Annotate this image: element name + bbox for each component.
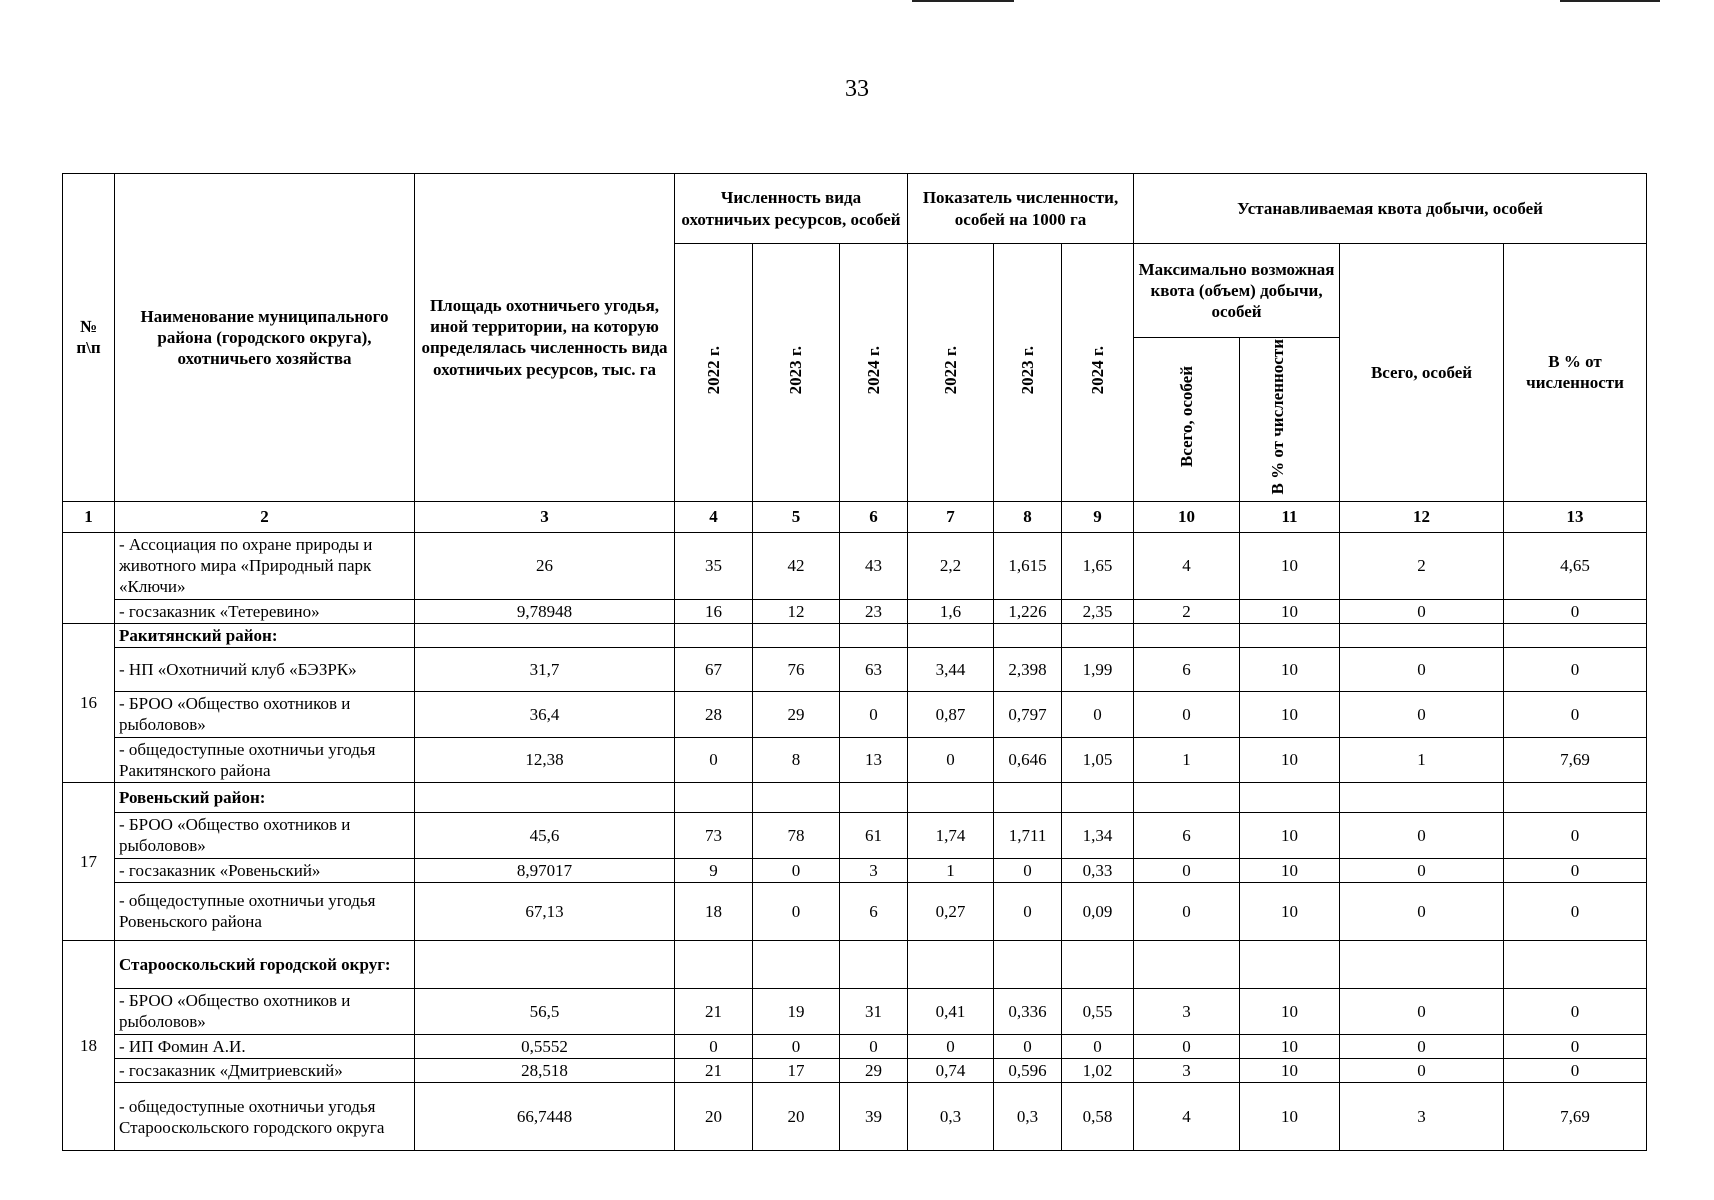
hunting-ground-name: - общедоступные охотничьи угодья Ровеньского района bbox=[115, 882, 415, 940]
value-cell: 0,797 bbox=[994, 692, 1062, 738]
hunting-ground-name: - госзаказник «Ровеньский» bbox=[115, 858, 415, 882]
district-row bbox=[63, 783, 1647, 813]
table-row bbox=[63, 882, 1647, 940]
value-cell: 0 bbox=[1504, 988, 1647, 1034]
value-cell bbox=[1240, 940, 1340, 988]
header-pop-2024-label: 2024 г. bbox=[863, 345, 883, 394]
column-number: 10 bbox=[1134, 501, 1240, 532]
header-pop-2022-label: 2022 г. bbox=[703, 345, 723, 394]
value-cell: 10 bbox=[1240, 599, 1340, 623]
value-cell: 0,33 bbox=[1062, 858, 1134, 882]
value-cell: 10 bbox=[1240, 1083, 1340, 1151]
column-number: 13 bbox=[1504, 501, 1647, 532]
value-cell: 0,09 bbox=[1062, 882, 1134, 940]
value-cell: 39 bbox=[840, 1083, 908, 1151]
value-cell: 29 bbox=[753, 692, 840, 738]
value-cell: 2,2 bbox=[908, 532, 994, 599]
table-row bbox=[63, 858, 1647, 882]
value-cell: 0,646 bbox=[994, 737, 1062, 783]
value-cell: 21 bbox=[675, 988, 753, 1034]
value-cell: 6 bbox=[840, 882, 908, 940]
value-cell bbox=[1340, 940, 1504, 988]
value-cell: 1,6 bbox=[908, 599, 994, 623]
value-cell bbox=[415, 623, 675, 647]
hunting-ground-name: - общедоступные охотничьи угодья Ракитянского района bbox=[115, 737, 415, 783]
table-row bbox=[63, 1083, 1647, 1151]
value-cell bbox=[994, 940, 1062, 988]
value-cell: 1,615 bbox=[994, 532, 1062, 599]
district-row bbox=[63, 623, 1647, 647]
table-row bbox=[63, 532, 1647, 599]
hunting-ground-name: - Ассоциация по охране природы и животного мира «Природный парк «Ключи» bbox=[115, 532, 415, 599]
value-cell: 3 bbox=[840, 858, 908, 882]
table-row bbox=[63, 988, 1647, 1034]
value-cell bbox=[908, 623, 994, 647]
value-cell: 31,7 bbox=[415, 648, 675, 692]
column-number: 7 bbox=[908, 501, 994, 532]
value-cell: 31 bbox=[840, 988, 908, 1034]
column-number: 9 bbox=[1062, 501, 1134, 532]
value-cell: 10 bbox=[1240, 882, 1340, 940]
value-cell: 10 bbox=[1240, 1059, 1340, 1083]
value-cell: 0,55 bbox=[1062, 988, 1134, 1034]
hunting-ground-name: - госзаказник «Тетеревино» bbox=[115, 599, 415, 623]
header-pop-2023-label: 2023 г. bbox=[786, 345, 806, 394]
value-cell bbox=[908, 940, 994, 988]
value-cell: 1,74 bbox=[908, 813, 994, 859]
value-cell: 21 bbox=[675, 1059, 753, 1083]
value-cell bbox=[1134, 623, 1240, 647]
value-cell: 0 bbox=[840, 692, 908, 738]
value-cell: 7,69 bbox=[1504, 737, 1647, 783]
value-cell bbox=[415, 940, 675, 988]
value-cell: 0,27 bbox=[908, 882, 994, 940]
header-max-percent-label: В % от численности bbox=[1268, 339, 1288, 495]
value-cell: 0 bbox=[1504, 1034, 1647, 1058]
hunting-ground-name: - госзаказник «Дмитриевский» bbox=[115, 1059, 415, 1083]
column-number: 11 bbox=[1240, 501, 1340, 532]
value-cell: 28,518 bbox=[415, 1059, 675, 1083]
value-cell: 78 bbox=[753, 813, 840, 859]
value-cell: 10 bbox=[1240, 692, 1340, 738]
value-cell: 9 bbox=[675, 858, 753, 882]
value-cell: 0 bbox=[1340, 813, 1504, 859]
value-cell: 7,69 bbox=[1504, 1083, 1647, 1151]
header-pop-2023 bbox=[753, 244, 840, 502]
district-name: Ракитянский район: bbox=[115, 623, 415, 647]
header-quota: Устанавливаемая квота добычи, особей bbox=[1134, 174, 1647, 244]
header-density: Показатель численности, особей на 1000 га bbox=[908, 174, 1134, 244]
value-cell: 0 bbox=[1504, 1059, 1647, 1083]
value-cell bbox=[1240, 783, 1340, 813]
header-max-quota: Максимально возможная квота (объем) добычи, особей bbox=[1134, 244, 1340, 338]
value-cell: 66,7448 bbox=[415, 1083, 675, 1151]
hunting-quota-table bbox=[62, 173, 1647, 1151]
value-cell bbox=[753, 940, 840, 988]
table-row bbox=[63, 692, 1647, 738]
header-total: Всего, особей bbox=[1340, 244, 1504, 502]
table-header bbox=[63, 174, 1647, 533]
value-cell: 1 bbox=[908, 858, 994, 882]
value-cell: 23 bbox=[840, 599, 908, 623]
header-max-total bbox=[1134, 338, 1240, 502]
hunting-ground-name: - НП «Охотничий клуб «БЭЗРК» bbox=[115, 648, 415, 692]
value-cell: 0 bbox=[1340, 648, 1504, 692]
value-cell: 0,336 bbox=[994, 988, 1062, 1034]
value-cell: 67 bbox=[675, 648, 753, 692]
value-cell: 1 bbox=[1340, 737, 1504, 783]
value-cell: 0 bbox=[1340, 882, 1504, 940]
value-cell: 0 bbox=[1504, 858, 1647, 882]
value-cell: 45,6 bbox=[415, 813, 675, 859]
value-cell bbox=[994, 783, 1062, 813]
value-cell bbox=[753, 783, 840, 813]
value-cell: 1,02 bbox=[1062, 1059, 1134, 1083]
value-cell: 0 bbox=[1340, 1034, 1504, 1058]
value-cell bbox=[1504, 783, 1647, 813]
value-cell: 16 bbox=[675, 599, 753, 623]
value-cell: 0 bbox=[1062, 1034, 1134, 1058]
column-number-row bbox=[63, 501, 1647, 532]
hunting-ground-name: - общедоступные охотничьи угодья Старооскольского городского округа bbox=[115, 1083, 415, 1151]
value-cell: 0 bbox=[1340, 1059, 1504, 1083]
value-cell: 29 bbox=[840, 1059, 908, 1083]
value-cell bbox=[675, 783, 753, 813]
value-cell: 2,35 bbox=[1062, 599, 1134, 623]
value-cell: 0 bbox=[1504, 882, 1647, 940]
value-cell bbox=[1240, 623, 1340, 647]
value-cell: 8,97017 bbox=[415, 858, 675, 882]
header-density-2024-label: 2024 г. bbox=[1087, 345, 1107, 394]
header-percent: В % от численности bbox=[1504, 244, 1647, 502]
value-cell: 61 bbox=[840, 813, 908, 859]
value-cell: 1,226 bbox=[994, 599, 1062, 623]
value-cell: 2,398 bbox=[994, 648, 1062, 692]
header-num: № п\п bbox=[63, 174, 115, 502]
value-cell: 0 bbox=[1504, 648, 1647, 692]
header-density-2023-label: 2023 г. bbox=[1017, 345, 1037, 394]
header-max-percent bbox=[1240, 338, 1340, 502]
value-cell: 1,99 bbox=[1062, 648, 1134, 692]
row-number-cell: 18 bbox=[63, 940, 115, 1151]
value-cell bbox=[1134, 940, 1240, 988]
column-number: 6 bbox=[840, 501, 908, 532]
value-cell bbox=[1062, 623, 1134, 647]
hunting-ground-name: - БРОО «Общество охотников и рыболовов» bbox=[115, 813, 415, 859]
value-cell: 0 bbox=[1062, 692, 1134, 738]
value-cell: 63 bbox=[840, 648, 908, 692]
value-cell: 43 bbox=[840, 532, 908, 599]
value-cell: 0,596 bbox=[994, 1059, 1062, 1083]
value-cell: 10 bbox=[1240, 1034, 1340, 1058]
district-name: Ровеньский район: bbox=[115, 783, 415, 813]
value-cell bbox=[1504, 623, 1647, 647]
value-cell: 1,65 bbox=[1062, 532, 1134, 599]
value-cell: 0,3 bbox=[994, 1083, 1062, 1151]
column-number: 5 bbox=[753, 501, 840, 532]
value-cell: 17 bbox=[753, 1059, 840, 1083]
table-row bbox=[63, 1059, 1647, 1083]
value-cell: 0 bbox=[994, 1034, 1062, 1058]
value-cell bbox=[840, 783, 908, 813]
value-cell bbox=[1340, 783, 1504, 813]
table-row bbox=[63, 1034, 1647, 1058]
value-cell bbox=[1062, 783, 1134, 813]
header-density-2023 bbox=[994, 244, 1062, 502]
header-pop-2024 bbox=[840, 244, 908, 502]
district-name: Старооскольский городской округ: bbox=[115, 940, 415, 988]
value-cell: 10 bbox=[1240, 532, 1340, 599]
value-cell: 0 bbox=[908, 1034, 994, 1058]
value-cell: 0 bbox=[1504, 813, 1647, 859]
value-cell: 0 bbox=[840, 1034, 908, 1058]
value-cell bbox=[840, 940, 908, 988]
value-cell: 42 bbox=[753, 532, 840, 599]
column-number: 3 bbox=[415, 501, 675, 532]
value-cell: 0 bbox=[675, 1034, 753, 1058]
value-cell: 3,44 bbox=[908, 648, 994, 692]
header-name: Наименование муниципального района (городского округа), охотничьего хозяйства bbox=[115, 174, 415, 502]
value-cell: 0 bbox=[1340, 988, 1504, 1034]
value-cell: 4,65 bbox=[1504, 532, 1647, 599]
value-cell bbox=[840, 623, 908, 647]
value-cell: 0 bbox=[753, 1034, 840, 1058]
value-cell: 4 bbox=[1134, 532, 1240, 599]
value-cell: 0 bbox=[994, 858, 1062, 882]
value-cell: 0 bbox=[1340, 692, 1504, 738]
value-cell bbox=[1340, 623, 1504, 647]
row-number-cell: 17 bbox=[63, 783, 115, 941]
value-cell: 0,87 bbox=[908, 692, 994, 738]
value-cell bbox=[1134, 783, 1240, 813]
top-rule-right bbox=[1560, 0, 1660, 2]
value-cell: 1,05 bbox=[1062, 737, 1134, 783]
value-cell: 10 bbox=[1240, 858, 1340, 882]
row-number-cell bbox=[63, 532, 115, 623]
table-row bbox=[63, 599, 1647, 623]
value-cell: 35 bbox=[675, 532, 753, 599]
value-cell: 56,5 bbox=[415, 988, 675, 1034]
value-cell: 18 bbox=[675, 882, 753, 940]
header-density-2024 bbox=[1062, 244, 1134, 502]
value-cell: 73 bbox=[675, 813, 753, 859]
value-cell: 0 bbox=[908, 737, 994, 783]
value-cell: 0 bbox=[1504, 692, 1647, 738]
value-cell: 0,3 bbox=[908, 1083, 994, 1151]
value-cell: 67,13 bbox=[415, 882, 675, 940]
value-cell: 2 bbox=[1134, 599, 1240, 623]
value-cell bbox=[994, 623, 1062, 647]
page-number: 33 bbox=[845, 76, 869, 102]
value-cell: 76 bbox=[753, 648, 840, 692]
value-cell: 0 bbox=[1504, 599, 1647, 623]
row-number-cell: 16 bbox=[63, 623, 115, 782]
value-cell bbox=[675, 940, 753, 988]
value-cell bbox=[415, 783, 675, 813]
value-cell: 3 bbox=[1340, 1083, 1504, 1151]
value-cell: 26 bbox=[415, 532, 675, 599]
table-body bbox=[63, 532, 1647, 1151]
value-cell bbox=[908, 783, 994, 813]
value-cell: 0,74 bbox=[908, 1059, 994, 1083]
value-cell: 19 bbox=[753, 988, 840, 1034]
header-density-2022 bbox=[908, 244, 994, 502]
value-cell: 0,5552 bbox=[415, 1034, 675, 1058]
value-cell bbox=[1504, 940, 1647, 988]
value-cell: 0 bbox=[1340, 858, 1504, 882]
value-cell bbox=[753, 623, 840, 647]
value-cell: 0 bbox=[1134, 882, 1240, 940]
column-number: 1 bbox=[63, 501, 115, 532]
value-cell: 20 bbox=[753, 1083, 840, 1151]
value-cell bbox=[675, 623, 753, 647]
table-row bbox=[63, 648, 1647, 692]
hunting-ground-name: - БРОО «Общество охотников и рыболовов» bbox=[115, 692, 415, 738]
value-cell: 10 bbox=[1240, 737, 1340, 783]
value-cell: 0 bbox=[753, 858, 840, 882]
value-cell: 1 bbox=[1134, 737, 1240, 783]
column-number: 8 bbox=[994, 501, 1062, 532]
value-cell: 0 bbox=[1134, 1034, 1240, 1058]
value-cell: 10 bbox=[1240, 988, 1340, 1034]
header-pop-2022 bbox=[675, 244, 753, 502]
header-max-total-label: Всего, особей bbox=[1176, 366, 1196, 468]
value-cell: 0,41 bbox=[908, 988, 994, 1034]
top-rule-left bbox=[912, 0, 1014, 2]
value-cell: 6 bbox=[1134, 648, 1240, 692]
value-cell: 0 bbox=[994, 882, 1062, 940]
column-number: 4 bbox=[675, 501, 753, 532]
table-row bbox=[63, 737, 1647, 783]
value-cell: 0 bbox=[1134, 858, 1240, 882]
value-cell: 20 bbox=[675, 1083, 753, 1151]
value-cell: 1,34 bbox=[1062, 813, 1134, 859]
value-cell: 36,4 bbox=[415, 692, 675, 738]
value-cell: 12 bbox=[753, 599, 840, 623]
value-cell: 6 bbox=[1134, 813, 1240, 859]
value-cell: 1,711 bbox=[994, 813, 1062, 859]
value-cell: 3 bbox=[1134, 988, 1240, 1034]
value-cell: 10 bbox=[1240, 648, 1340, 692]
value-cell: 28 bbox=[675, 692, 753, 738]
value-cell: 13 bbox=[840, 737, 908, 783]
value-cell: 0 bbox=[1134, 692, 1240, 738]
value-cell: 0,58 bbox=[1062, 1083, 1134, 1151]
header-population: Численность вида охотничьих ресурсов, особей bbox=[675, 174, 908, 244]
value-cell bbox=[1062, 940, 1134, 988]
column-number: 12 bbox=[1340, 501, 1504, 532]
value-cell: 8 bbox=[753, 737, 840, 783]
column-number: 2 bbox=[115, 501, 415, 532]
value-cell: 9,78948 bbox=[415, 599, 675, 623]
header-area: Площадь охотничьего угодья, иной территории, на которую определялась численность вида охотничьих ресурсов, тыс. га bbox=[415, 174, 675, 502]
value-cell: 3 bbox=[1134, 1059, 1240, 1083]
value-cell: 0 bbox=[753, 882, 840, 940]
district-row bbox=[63, 940, 1647, 988]
hunting-ground-name: - ИП Фомин А.И. bbox=[115, 1034, 415, 1058]
header-density-2022-label: 2022 г. bbox=[940, 345, 960, 394]
hunting-ground-name: - БРОО «Общество охотников и рыболовов» bbox=[115, 988, 415, 1034]
value-cell: 2 bbox=[1340, 532, 1504, 599]
value-cell: 0 bbox=[675, 737, 753, 783]
value-cell: 10 bbox=[1240, 813, 1340, 859]
value-cell: 12,38 bbox=[415, 737, 675, 783]
value-cell: 0 bbox=[1340, 599, 1504, 623]
value-cell: 4 bbox=[1134, 1083, 1240, 1151]
table-row bbox=[63, 813, 1647, 859]
